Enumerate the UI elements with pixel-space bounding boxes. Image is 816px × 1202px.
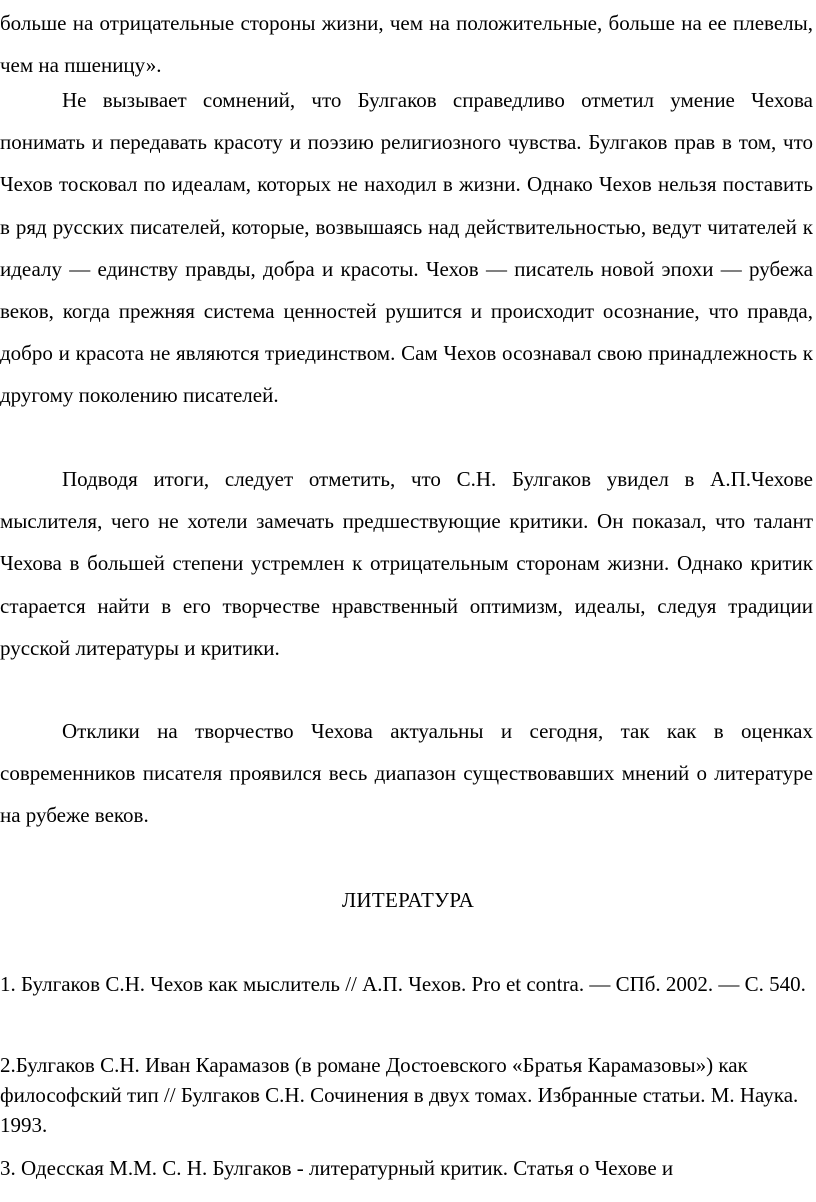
paragraph-continuation: больше на отрицательные стороны жизни, чем на положительные, больше на ее плевелы, чем на пшеницу». (0, 11, 813, 78)
reference-item: 1. Булгаков С.Н. Чехов как мыслитель // А.П. Чехов. Pro et contra. — СПб. 2002. — С. 540. (0, 972, 806, 996)
paragraph-responses: Отклики на творчество Чехова актуальны и сегодня, так как в оценках современников писателя проявился весь диапазон существовавших мнений о литературе на рубеже веков. (0, 719, 813, 828)
paragraph-bulgakov-religious-feeling: Не вызывает сомнений, что Булгаков справедливо отметил умение Чехова понимать и передавать красоту и поэзию религиозного чувства. Булгаков прав в том, что Чехов тосковал по идеалам, которых не находил в жизни. Однако Чехов нельзя поставить в ряд русских писателей, которые, возвышаясь над действительностью, ведут читателей к идеалу — единству правды, добра и красоты. Чехов — писатель новой эпохи — рубежа веков, когда прежняя система ценностей рушится и происходит осознание, что правда, добро и красота не являются триединством. Сам Чехов осознавал свою принадлежность к другому поколению писателей. (0, 88, 813, 408)
reference-item: 3. Одесская М.М. С. Н. Булгаков - литературный критик. Статья о Чехове и (0, 1156, 674, 1180)
paragraph-summary: Подводя итоги, следует отметить, что С.Н. Булгаков увидел в А.П.Чехове мыслителя, чего не хотели замечать предшествующие критики. Он показал, что талант Чехова в большей степени устремлен к отрицательным сторонам жизни. Однако критик старается найти в его творчестве нравственный оптимизм, идеалы, следуя традиции русской литературы и критики. (0, 467, 813, 660)
reference-item: 2.Булгаков С.Н. Иван Карамазов (в романе Достоевского «Братья Карамазовы») как философский тип // Булгаков С.Н. Сочинения в двух томах. Избранные статьи. М. Наука. 1993. (0, 1053, 799, 1137)
references-heading: ЛИТЕРАТУРА (341, 888, 475, 912)
